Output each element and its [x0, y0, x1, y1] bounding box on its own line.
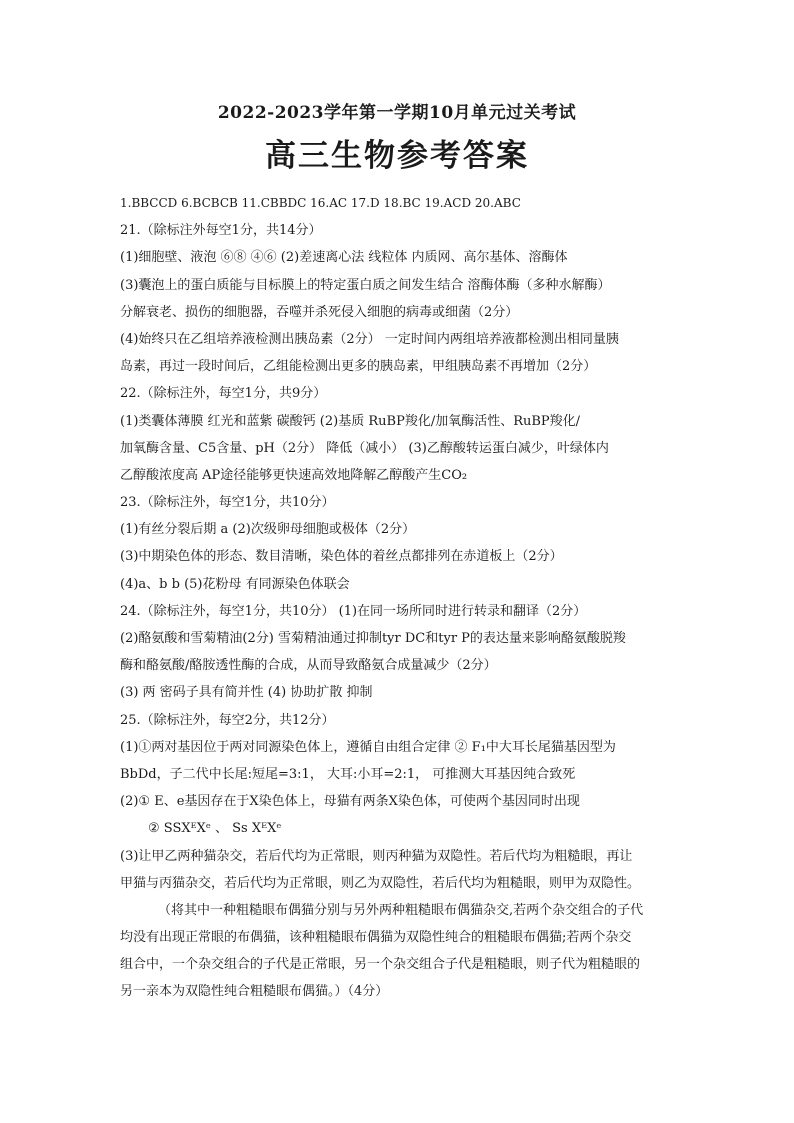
answer-line: 酶和酪氨酸/酪胺透性酶的合成，从而导致酪氨合成量减少（2分） — [120, 658, 497, 674]
answer-line: (3)中期染色体的形态、数目清晰，染色体的着丝点都排列在赤道板上（2分） — [120, 549, 563, 565]
q21-header: 21.（除标注外每空1分，共14分） — [120, 223, 322, 239]
answer-line: （将其中一种粗糙眼布偶猫分别与另外两种粗糙眼布偶猫杂交,若两个杂交组合的子代 — [158, 902, 644, 918]
answer-line: (3)让甲乙两种猫杂交，若后代均为正常眼，则丙种猫为双隐性。若后代均为粗糙眼，再让 — [120, 848, 633, 864]
answer-line: 甲猫与丙猫杂交，若后代均为正常眼，则乙为双隐性，若后代均为粗糙眼，则甲为双隐性。 — [120, 875, 641, 891]
answer-line: 加氧酶含量、C5含量、pH（2分） 降低（减小） (3)乙醇酸转运蛋白减少，叶绿体内 — [120, 440, 609, 456]
answer-line: (3) 两 密码子具有简并性 (4) 协助扩散 抑制 — [120, 685, 373, 701]
answer-line: (2)① E、e基因存在于X染色体上，母猫有两条X染色体，可使两个基因同时出现 — [120, 794, 580, 810]
q23-header: 23.（除标注外，每空1分，共10分） — [120, 495, 335, 511]
exam-title: 2022-2023学年第一学期10月单元过关考试 — [217, 103, 577, 123]
answer-content — [120, 190, 680, 1006]
answer-line: 岛素，再过一段时间后，乙组能检测出更多的胰岛素，甲组胰岛素不再增加（2分） — [120, 359, 597, 375]
answer-line: 分解衰老、损伤的细胞器，吞噬并杀死侵入细胞的病毒或细菌（2分） — [120, 304, 519, 320]
answer-line: (4)a、b b (5)花粉母 有同源染色体联会 — [120, 576, 350, 592]
answer-line: (1)类囊体薄膜 红光和蓝紫 碳酸钙 (2)基质 RuBP羧化/加氧酶活性、RuBP羧化/ — [120, 413, 581, 429]
answer-line: BbDd，子二代中长尾:短尾=3:1， 大耳:小耳=2:1， 可推测大耳基因纯合致死 — [120, 766, 576, 782]
mc-answers-line: 1.BBCCD 6.BCBCB 11.CBBDC 16.AC 17.D 18.BC 19.ACD 20.ABC — [120, 196, 521, 210]
answer-line: 另一亲本为双隐性纯合粗糙眼布偶猫。）（4分） — [120, 984, 389, 1000]
answer-line: 均没有出现正常眼的布偶猫，该种粗糙眼布偶猫为双隐性纯合的粗糙眼布偶猫;若两个杂交 — [120, 930, 632, 946]
answer-line: (3)囊泡上的蛋白质能与目标膜上的特定蛋白质之间发生结合 溶酶体酶（多种水解酶） — [120, 277, 611, 293]
answer-line: 组合中，一个杂交组合的子代是正常眼，另一个杂交组合子代是粗糙眼，则子代为粗糙眼的 — [120, 957, 641, 973]
q22-header: 22.（除标注外，每空1分，共9分） — [120, 386, 327, 402]
answer-line: (1)①两对基因位于两对同源染色体上，遵循自由组合定律 ② F₁中大耳长尾猫基因型为 — [120, 739, 616, 755]
answer-line: 乙醇酸浓度高 AP途径能够更快速高效地降解乙醇酸产生CO₂ — [120, 467, 468, 483]
q25-header: 25.（除标注外，每空2分，共12分） — [120, 712, 335, 728]
answer-line: (4)始终只在乙组培养液检测出胰岛素（2分） 一定时间内两组培养液都检测出相同量胰 — [120, 331, 619, 347]
subject-title: 高三生物参考答案 — [265, 138, 529, 174]
answer-line: (1)有丝分裂后期 a (2)次级卵母细胞或极体（2分） — [120, 522, 416, 538]
answer-line: ② SSXᴱXᵉ 、 Ss XᴱXᵉ — [148, 821, 282, 837]
answer-line: (2)酪氨酸和雪菊精油(2分) 雪菊精油通过抑制tyr DC和tyr P的表达量来影响酪氨酸脱羧 — [120, 631, 626, 646]
q24-header: 24.（除标注外，每空1分，共10分） (1)在同一场所同时进行转录和翻译（2分） — [120, 603, 587, 619]
answer-line: (1)细胞壁、液泡 ⑥⑧ ④⑥ (2)差速离心法 线粒体 内质网、高尔基体、溶酶体 — [120, 250, 568, 266]
